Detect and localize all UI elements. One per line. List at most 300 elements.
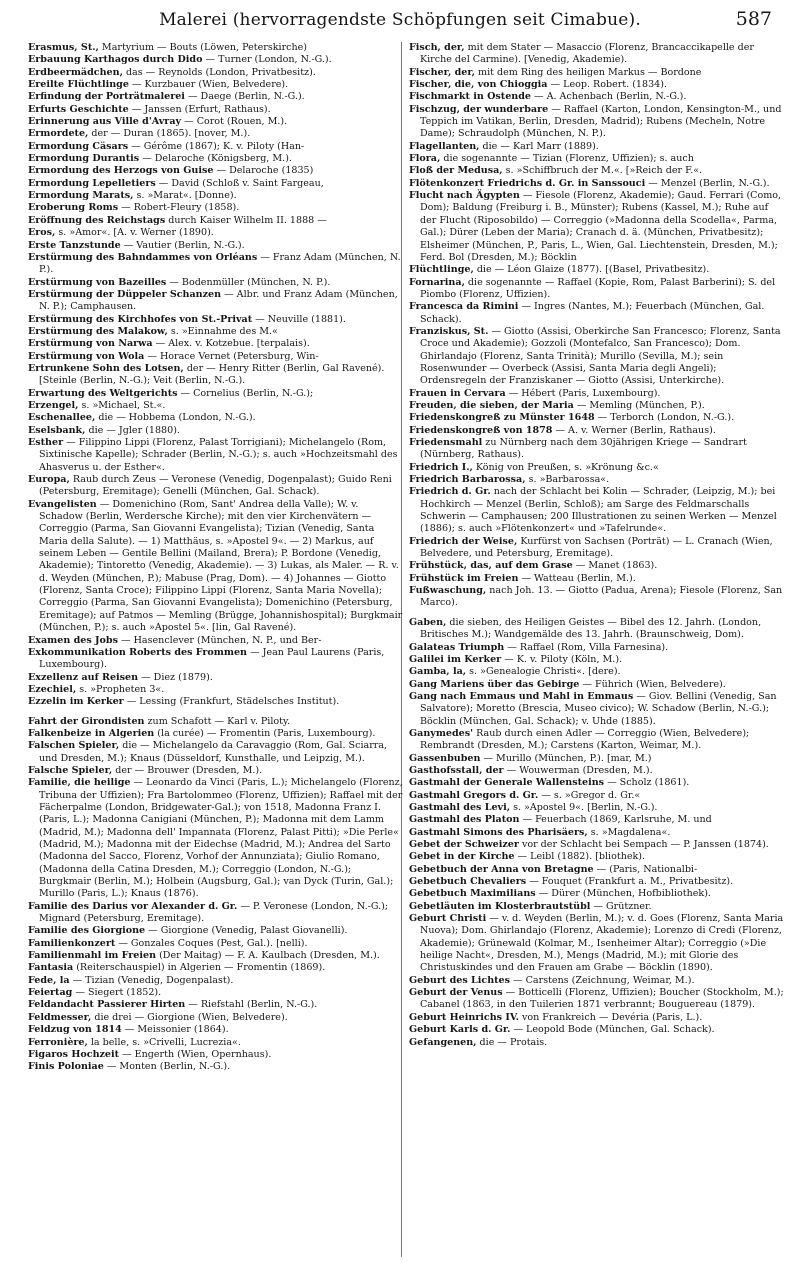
index-entry (28, 425, 403, 437)
entry-text: — Ingres (Nantes, M.); Feuerbach (München, Gal. Schack). (420, 301, 765, 325)
entry-text: — K. v. Piloty (Köln, M.). (501, 653, 623, 665)
index-entry (409, 486, 784, 535)
entry-headword: Ermordung Marats, (28, 190, 134, 202)
entry-text: — Leopold Bode (München, Gal. Schack). (510, 1024, 715, 1036)
entry-text: — Scholz (1861). (604, 777, 690, 789)
entry-text: — David (Schloß v. Saint Fargeau, (155, 177, 324, 189)
entry-headword: Erste Tanzstunde (28, 239, 121, 251)
entry-headword: Familienkonzert (28, 937, 116, 949)
index-entry (409, 839, 784, 851)
entry-text: vor der Schlacht bei Sempach — P. Janssen (1874). (518, 839, 769, 850)
index-entry (28, 277, 403, 289)
entry-headword: Ganymedes' (409, 727, 474, 739)
entry-text: die sieben, des Heiligen Geistes — Bibel des 12. Jahrh. (London, Britisches M.); Wandgemälde des 13. Jahrh. (Braunschweig, Dom). (420, 616, 762, 641)
index-entry (409, 728, 784, 753)
entry-text: — Führich (Wien, Belvedere). (579, 678, 726, 690)
entry-headword: Friedrich I., (409, 461, 473, 473)
entry-text: die sogenannte — Raffael (Kopie, Rom, Palast Barberini); S. del Piombo (Florenz, Uffizien). (420, 276, 776, 300)
index-entry (28, 925, 403, 937)
index-entry (409, 876, 784, 888)
entry-headword: Gastmahl des Levi, (409, 801, 511, 813)
entry-text: — A. v. Werner (Berlin, Rathaus). (552, 424, 716, 436)
index-entry (28, 474, 403, 499)
index-entry (28, 1012, 403, 1024)
entry-text: — Raffael (Rom, Villa Farnesina). (504, 641, 669, 653)
entry-headword: Ezzelin im Kerker (28, 696, 124, 708)
index-entry (28, 314, 403, 326)
index-entry (409, 987, 784, 1012)
entry-text: König von Preußen, s. »Krönung &c.« (472, 461, 659, 473)
entry-text: — Corot (Rouen, M.). (181, 116, 288, 128)
index-entry (28, 740, 403, 765)
entry-text: (la curée) — Fromentin (Paris, Luxembourg). (154, 727, 376, 739)
index-entry (28, 999, 403, 1011)
index-entry (28, 215, 403, 227)
entry-text: — Robert-Fleury (1858). (118, 202, 240, 214)
index-entry (409, 462, 784, 474)
entry-headword: Familie des Darius vor Alexander d. Gr. (28, 900, 238, 912)
entry-text: durch Kaiser Wilhelm II. 1888 — (165, 214, 327, 226)
entry-headword: Gang nach Emmaus und Mahl in Emmaus (409, 690, 634, 702)
index-entry (409, 666, 784, 678)
index-entry (409, 190, 784, 264)
entry-text: — Neuville (1881). (252, 313, 346, 325)
entry-text: — Diez (1879). (138, 671, 213, 683)
entry-text: — Carstens (Zeichnung, Weimar, M.). (510, 974, 695, 986)
index-entry (28, 104, 403, 116)
index-entry (409, 765, 784, 777)
entry-text: — Lessing (Frankfurt, Städelsches Institut). (123, 696, 340, 708)
entry-text: — Siegert (1852). (72, 987, 162, 999)
entry-text: — Alex. v. Kotzebue. [terpalais). (152, 338, 310, 350)
entry-headword: Eroberung Roms (28, 202, 119, 214)
entry-text: — Memling (München, P.). (573, 399, 705, 411)
entry-headword: Feldmesser, (28, 1011, 92, 1023)
index-entry (409, 437, 784, 462)
index-entry (28, 178, 403, 190)
entry-headword: Gebet der Schweizer (409, 839, 519, 850)
entry-text: — Albr. und Franz Adam (München, N. P.); Camphausen. (39, 288, 398, 313)
entry-text: — Meissonier (1864). (121, 1024, 229, 1036)
index-entry (409, 67, 784, 79)
entry-headword: Ezechiel, (28, 683, 77, 695)
index-entry (409, 1024, 784, 1036)
index-entry (28, 240, 403, 252)
index-entry (28, 975, 403, 987)
entry-text: Raub durch Zeus — Veronese (Venedig, Dogenpalast); Guido Reni (Petersburg, Eremitage); Genelli (München, Gal. Schack). (39, 474, 392, 498)
entry-text: — Hasenclever (München, N. P., und Ber- (117, 634, 322, 646)
index-entry (409, 679, 784, 691)
index-entry (28, 190, 403, 202)
index-entry (28, 684, 403, 696)
entry-text: — Bodenmüller (München, N. P.). (166, 276, 331, 288)
entry-headword: Flucht nach Ägypten (409, 190, 520, 202)
entry-text: — Janssen (Erfurt, Rathaus). (128, 103, 271, 115)
entry-headword: Gebetbuch Maximilians (409, 888, 536, 900)
entry-text: — s. »Gregor d. Gr.« (538, 789, 641, 801)
entry-text: — Horace Vernet (Petersburg, Win- (144, 350, 319, 362)
entry-headword: Ermordete, (28, 128, 89, 140)
index-entry (28, 141, 403, 153)
entry-text: — Leop. Robert. (1834). (547, 79, 667, 91)
index-entry (28, 252, 403, 277)
index-entry (28, 79, 403, 91)
entry-headword: Ereilte Flüchtlinge (28, 79, 129, 91)
entry-text: — Giov. Bellini (Venedig, San Salvatore); Moretto (Brescia, Museo civico); W. Schadow (Berlin, N.-G.); Böcklin (München, Gal. Schack); v. Uhde (1885). (420, 690, 777, 727)
entry-text: die — Hobbema (London, N.-G.). (95, 412, 256, 424)
entry-headword: Fischer, die, von Chioggia (409, 79, 548, 91)
entry-text: — Delaroche (1835) (213, 165, 314, 177)
index-entry (28, 363, 403, 388)
entry-text: — Murillo (München, P.). [mar, M.) (480, 752, 652, 764)
entry-headword: Falkenbeize in Algerien (28, 727, 155, 739)
entry-text: — Watteau (Berlin, M.). (518, 572, 636, 584)
entry-headword: Geburt des Lichtes (409, 974, 511, 986)
entry-headword: Familie, die heilige (28, 777, 131, 789)
index-entry (28, 400, 403, 412)
index-entry (28, 728, 403, 740)
index-entry (28, 765, 403, 777)
entry-headword: Fede, la (28, 974, 70, 986)
entry-text: s. »Genealogie Christi«. [dere). (466, 666, 621, 678)
entry-text: — Grützner. (590, 900, 652, 912)
entry-headword: Fischer, der, (409, 66, 475, 78)
entry-headword: Fischmarkt in Ostende (409, 91, 531, 103)
entry-text: — Dürer (München, Hofbibliothek). (535, 888, 711, 900)
entry-text: — Turner (London, N.-G.). (202, 54, 332, 66)
index-entry (409, 691, 784, 728)
entry-headword: Fantasia (28, 962, 74, 974)
entry-headword: Familienmahl im Freien (28, 950, 157, 962)
entry-text: — Vautier (Berlin, N.-G.). (120, 239, 245, 251)
entry-text: s. »Propheten 3«. (76, 683, 165, 695)
index-entry (28, 202, 403, 214)
index-entry (409, 753, 784, 765)
entry-headword: Gastmahl Gregors d. Gr. (409, 789, 539, 801)
entry-headword: Falsche Spieler, (28, 764, 113, 776)
entry-text: von Frankreich — Devéria (Paris, L.). (518, 1011, 703, 1023)
index-entry (409, 412, 784, 424)
index-entry (28, 1049, 403, 1061)
entry-headword: Gamba, la, (409, 666, 467, 678)
entry-text: Kurfürst von Sachsen (Porträt) — L. Cranach (Wien, Belvedere, und Petersburg, Eremitage). (420, 535, 773, 560)
entry-headword: Erfurts Geschichte (28, 103, 129, 115)
entry-headword: Europa, (28, 474, 70, 486)
entry-headword: Franziskus, St. (409, 325, 489, 337)
index-entry (409, 474, 784, 486)
entry-headword: Francesca da Rimini (409, 301, 519, 313)
entry-text: — Daege (Berlin, N.-G.). (184, 91, 305, 103)
entry-text: die — Protais. (476, 1036, 548, 1048)
entry-headword: Esther (28, 437, 64, 448)
index-entry (28, 128, 403, 140)
entry-text: s. »Einnahme des M.« (167, 325, 278, 337)
index-entry (409, 642, 784, 654)
entry-headword: Friedrich der Weise, (409, 535, 518, 547)
entry-headword: Ermordung Lepelletiers (28, 177, 156, 189)
entry-headword: Erasmus, St., (28, 42, 99, 53)
entry-text: das — Reynolds (London, Privatbesitz). (122, 66, 316, 78)
entry-headword: Erbauung Karthagos durch Dido (28, 54, 203, 66)
entry-headword: Erstürmung der Düppeler Schanzen (28, 288, 222, 300)
entry-headword: Galilei im Kerker (409, 653, 502, 665)
entry-text: — Fiesole (Florenz, Akademie); Gaud. Ferrari (Como, Dom); Baldung (Freiburg i. B., Münster); Rubens (Kassel, M.); Ruhe auf der Flucht (Riposobildo) — Correggio (»Madonna della Scodella«, Parma, Gal.); Dürer (Leben der Maria); Cranach d. ä. (München, Privatbesitz); Elsheimer (München, P., Paris, L., Wien, Gal. Liechtenstein, Dresden, M.); Ferd. Bol (Dresden, M.); Böcklin (420, 190, 782, 263)
entry-text: — Domenichino (Rom, Sant' Andrea della Valle); W. v. Schadow (Berlin, Werdersche Kirche); mit den vier Kirchenvätern — Correggio (Parma, San Giovanni Evangelista); Tizian (Venedig, Santa Maria della Salute). — 1) Matthäus, s. »Apostel 9«. — 2) Markus, auf seinem Leben — Gentile Bellini (Mailand, Brera); P. Bordone (Venedig, Akademie); Tintoretto (Venedig, Akademie). — 3) Lukas, als Maler. — R. v. d. Weyden (München, P.); Mabuse (Prag, Dom). — 4) Johannes — Giotto (Florenz, Santa Croce); Filippino Lippi (Florenz, Santa Maria Novella); Correggio (Parma, San Giovanni Evangelista); Domenichino (Petersburg, Eremitage); auf Patmos — Memling (Brügge, Johannishospital); Burgkmair (München, P.); s. auch »Apostel 5«. [lin, Gal Ravené). (39, 498, 403, 634)
index-entry (28, 1037, 403, 1049)
running-head: Malerei (hervorragendste Schöpfungen seit Cimabue). (159, 10, 641, 30)
entry-headword: Geburt Heinrichs IV. (409, 1011, 519, 1023)
index-entry (409, 827, 784, 839)
index-entry (409, 42, 784, 67)
entry-headword: Finis Poloniae (28, 1061, 104, 1073)
index-entry (28, 647, 403, 672)
index-entry (28, 338, 403, 350)
entry-headword: Falschen Spieler, (28, 740, 120, 752)
page-header (28, 8, 772, 38)
entry-headword: Gastmahl der Generale Wallensteins (409, 777, 605, 789)
index-entry (28, 412, 403, 424)
entry-headword: Feiertag (28, 987, 73, 999)
entry-headword: Fischzug, der wunderbare (409, 103, 549, 115)
entry-headword: Gastmahl des Platon (409, 814, 520, 826)
entry-headword: Fahrt der Girondisten (28, 715, 145, 727)
entry-text: die — Michelangelo da Caravaggio (Rom, Gal. Sciarra, und Dresden, M.); Knaus (Düsseldorf, Kunsthalle, und Leipzig, M.). (39, 740, 388, 764)
index-entry (28, 938, 403, 950)
entry-headword: Erstürmung des Kirchhofes von St.-Privat (28, 313, 253, 325)
entry-text: (Reiterschauspiel) in Algerien — Fromentin (1869). (73, 962, 326, 974)
entry-headword: Ertrunkene Sohn des Lotsen, (28, 362, 184, 374)
entry-headword: Erstürmung von Bazeilles (28, 276, 167, 288)
entry-headword: Gebetbuch Chevaliers (409, 876, 527, 888)
entry-headword: Exkommunikation Roberts des Frommen (28, 646, 247, 658)
index-entry (409, 560, 784, 572)
entry-headword: Erwartung des Weltgerichts (28, 387, 178, 399)
entry-text: — Kurzbauer (Wien, Belvedere). (128, 79, 289, 91)
left-column (28, 42, 403, 1260)
entry-text: — Fouquet (Frankfurt a. M., Privatbesitz). (526, 876, 734, 888)
entry-text: — Cornelius (Berlin, N.-G.); (177, 387, 314, 399)
index-entry (28, 227, 403, 239)
entry-text: der — Duran (1865). [nover, M.). (88, 128, 251, 140)
entry-headword: Fußwaschung, (409, 585, 487, 597)
entry-headword: Fornarina, (409, 276, 465, 288)
entry-text: s. »Schiffbruch der M.«. [»Reich der F.«. (502, 165, 703, 177)
index-entry (409, 851, 784, 863)
entry-text: nach Joh. 13. — Giotto (Padua, Arena); Fiesole (Florenz, San Marco). (420, 585, 783, 609)
entry-headword: Ermordung Durantis (28, 153, 140, 165)
entry-text: Raub durch einen Adler — Correggio (Wien, Belvedere); Rembrandt (Dresden, M.); Carstens (Karton, Weimar, M.). (420, 727, 750, 752)
entry-headword: Gastmahl Simons des Pharisäers, (409, 826, 588, 838)
entry-headword: Frühstück, das, auf dem Grase (409, 560, 573, 572)
index-entry (409, 301, 784, 326)
index-entry (409, 91, 784, 103)
index-entry (409, 264, 784, 276)
entry-headword: Gebetläuten im Klosterbrautstübl (409, 900, 591, 912)
index-entry (409, 654, 784, 666)
index-entry (28, 91, 403, 103)
entry-headword: Friedenskongreß zu Münster 1648 (409, 412, 595, 424)
entry-headword: Erstürmung von Wola (28, 350, 145, 362)
entry-text: (Der Maitag) — F. A. Kaulbach (Dresden, M.). (156, 950, 380, 962)
entry-text: — Delaroche (Königsberg, M.). (139, 153, 292, 165)
index-entry (409, 573, 784, 585)
entry-headword: Erstürmung von Narwa (28, 338, 153, 350)
entry-headword: Eros, (28, 227, 56, 239)
entry-text: der — Brouwer (Dresden, M.). (112, 764, 263, 776)
entry-headword: Friedenskongreß von 1878 (409, 424, 553, 436)
index-entry (28, 987, 403, 999)
index-entry (28, 116, 403, 128)
index-entry (28, 696, 403, 708)
index-entry (28, 153, 403, 165)
index-entry (409, 1037, 784, 1049)
entry-headword: Flüchtlinge, (409, 264, 474, 276)
entry-text: s. »Apostel 9«. [Berlin, N.-G.). (510, 801, 658, 813)
entry-headword: Eselsbank, (28, 424, 86, 436)
index-entry (409, 913, 784, 975)
index-entry (409, 178, 784, 190)
entry-headword: Gefangenen, (409, 1036, 477, 1048)
index-entry (409, 888, 784, 900)
entry-text: der — Henry Ritter (Berlin, Gal Ravené). [Steinle (Berlin, N.-G.); Veit (Berlin, N.-G.). (39, 362, 385, 387)
index-entry (28, 672, 403, 684)
entry-text: zum Schafott — Karl v. Piloty. (144, 715, 291, 727)
entry-text: — Hébert (Paris, Luxembourg). (505, 387, 661, 399)
entry-headword: Geburt Christi (409, 913, 487, 925)
index-entry (409, 79, 784, 91)
index-entry (409, 425, 784, 437)
entry-headword: Gang Mariens über das Gebirge (409, 678, 580, 690)
index-entry (409, 864, 784, 876)
entry-headword: Feldzug von 1814 (28, 1024, 122, 1036)
entry-headword: Friedrich Barbarossa, (409, 474, 526, 486)
entry-headword: Gasthofsstall, der (409, 764, 504, 776)
entry-headword: Erstürmung des Bahndammes von Orléans (28, 251, 258, 263)
entry-headword: Frauen in Cervara (409, 387, 506, 399)
entry-text: — Feuerbach (1869, Karlsruhe, M. und (519, 814, 712, 826)
entry-text: — Leibl (1882). [bliothek). (514, 851, 646, 863)
entry-headword: Flötenkonzert Friedrichs d. Gr. in Sanssouci (409, 177, 646, 189)
entry-text: — Riefstahl (Berlin, N.-G.). (185, 999, 318, 1011)
index-entry (28, 437, 403, 474)
entry-headword: Geburt der Venus (409, 987, 503, 999)
entry-headword: Frühstück im Freien (409, 572, 519, 584)
entry-headword: Exzellenz auf Reisen (28, 671, 139, 683)
entry-headword: Erdbeermädchen, (28, 66, 123, 78)
entry-headword: Eröffnung des Reichstags (28, 214, 166, 226)
entry-headword: Ferronière, (28, 1036, 88, 1048)
index-entry (28, 635, 403, 647)
entry-headword: Examen des Jobs (28, 634, 118, 646)
entry-headword: Friedrich d. Gr. (409, 486, 491, 498)
index-entry (409, 326, 784, 388)
entry-text: — Raffael (Karton, London, Kensington-M., und Teppich im Vatikan, Berlin, Dresden, Madrid); Rubens (Mecheln, Notre Dame); Schraudolph (München, N. P.). (420, 103, 782, 140)
index-entry (28, 716, 403, 728)
index-entry (28, 289, 403, 314)
entry-text: zu Nürnberg nach dem 30jährigen Kriege — Sandrart (Nürnberg, Rathaus). (420, 437, 747, 461)
page-number: 587 (735, 8, 772, 30)
entry-headword: Galateas Triumph (409, 641, 505, 653)
entry-text: — v. d. Weyden (Berlin, M.); v. d. Goes (Florenz, Santa Maria Nuova); Dom. Ghirlandajo (Florenz, Akademie); Lorenzo di Credi (Florenz, Akademie); Grünewald (Kolmar, M., Isenheimer Altar); Correggio (»Die heilige Nacht«, Dresden, M.), Mengs (Madrid, M.); mit Glorie des Christuskindes und den Frauen am Grabe — Böcklin (1890). (420, 913, 784, 974)
entry-headword: Familie des Giorgione (28, 925, 146, 937)
index-entry (28, 962, 403, 974)
index-entry (409, 1012, 784, 1024)
entry-headword: Friedensmahl (409, 437, 483, 448)
entry-headword: Eschenallee, (28, 412, 96, 424)
index-entry (409, 901, 784, 913)
index-entry (28, 499, 403, 635)
entry-text: — Engerth (Wien, Opernhaus). (119, 1048, 272, 1060)
entry-text: — Wouwerman (Dresden, M.). (503, 764, 653, 776)
entry-text: s. »Magdalena«. (587, 826, 671, 838)
index-entry (28, 388, 403, 400)
index-entry (28, 42, 403, 54)
index-entry (409, 814, 784, 826)
entry-text: mit dem Ring des heiligen Markus — Bordone (475, 66, 702, 78)
entry-text: — Gonzales Coques (Pest, Gal.). [nelli). (115, 937, 308, 949)
entry-text: die — Léon Glaize (1877). [(Basel, Privatbesitz). (473, 264, 710, 276)
entry-headword: Gaben, (409, 616, 447, 628)
index-entry (28, 326, 403, 338)
entry-headword: Fisch, der, (409, 42, 465, 53)
entry-text: — Tizian (Venedig, Dogenpalast). (69, 974, 234, 986)
entry-text: — Terborch (London, N.-G.). (594, 412, 735, 424)
entry-headword: Gebet in der Kirche (409, 851, 515, 863)
entry-text: — Giotto (Assisi, Oberkirche San Francesco; Florenz, Santa Croce und Akademie); Gozzoli (Montefalco, San Francesco); Dom. Ghirlandajo (Florenz, Santa Trinità); Murillo (Sevilla, M.); sein Rosenwunder — Overbeck (Assisi, Santa Maria degli Angeli); Ordensregeln der Franziskaner — Giotto (Assisi, Unterkirche). (420, 325, 781, 387)
entry-headword: Ermordung Cäsars (28, 140, 129, 152)
entry-headword: Erstürmung des Malakow, (28, 325, 168, 337)
entry-text: — Giorgione (Venedig, Palast Giovanelli). (145, 925, 348, 937)
entry-text: die — Jgler (1880). (85, 424, 180, 436)
entry-headword: Flora, (409, 153, 441, 165)
entry-headword: Gassenbuben (409, 752, 481, 764)
index-entry (28, 1061, 403, 1073)
entry-text: — Filippino Lippi (Florenz, Palast Torrigiani); Michelangelo (Rom, Sixtinische Kapelle); Schrader (Berlin, N.-G.); s. auch »Hochzeitsmahl des Ahasverus u. der Esther«. (39, 437, 398, 473)
index-entry (409, 975, 784, 987)
entry-headword: Floß der Medusa, (409, 165, 503, 177)
index-entry (28, 950, 403, 962)
index-entry (409, 400, 784, 412)
entry-text: — Gérôme (1867); K. v. Piloty (Han- (128, 140, 305, 152)
entry-text: s. »Marat«. [Donne). (133, 190, 237, 202)
index-entry (409, 104, 784, 141)
index-entry (409, 141, 784, 153)
index-entry (409, 153, 784, 165)
index-entry (28, 901, 403, 926)
entry-headword: Freuden, die sieben, der Maria (409, 399, 574, 411)
index-entry (409, 277, 784, 302)
entry-text: Martyrium — Bouts (Löwen, Peterskirche) (98, 42, 308, 53)
entry-headword: Flagellanten, (409, 140, 480, 152)
index-entry (409, 585, 784, 610)
entry-headword: Gebetbuch der Anna von Bretagne (409, 863, 594, 875)
entry-text: — Manet (1863). (572, 560, 658, 572)
entry-text: — P. Veronese (London, N.-G.); Mignard (Petersburg, Eremitage). (39, 900, 389, 925)
entry-text: — Botticelli (Florenz, Uffizien); Boucher (Stockholm, M.); Cabanel (1863, in den Tuilerien 1871 verbrannt; Bouguereau (1879). (420, 987, 784, 1011)
entry-text: — Franz Adam (München, N. P.). (39, 251, 401, 276)
index-entry (28, 67, 403, 79)
index-entry (28, 1024, 403, 1036)
entry-text: — (Paris, Nationalbi- (593, 863, 698, 875)
entry-text: s. »Amor«. [A. v. Werner (1890). (55, 227, 214, 239)
index-entry (409, 617, 784, 642)
entry-text: die drei — Giorgione (Wien, Belvedere). (91, 1011, 288, 1023)
entry-headword: Erzengel, (28, 399, 79, 411)
index-entry (409, 777, 784, 789)
entry-text: mit dem Stater — Masaccio (Florenz, Brancaccikapelle der Kirche del Carmine). [Venedig, Akademie). (420, 42, 754, 66)
entry-text: s. »Michael, St.«. (78, 399, 166, 411)
entry-headword: Erinnerung aus Ville d'Avray (28, 116, 182, 128)
